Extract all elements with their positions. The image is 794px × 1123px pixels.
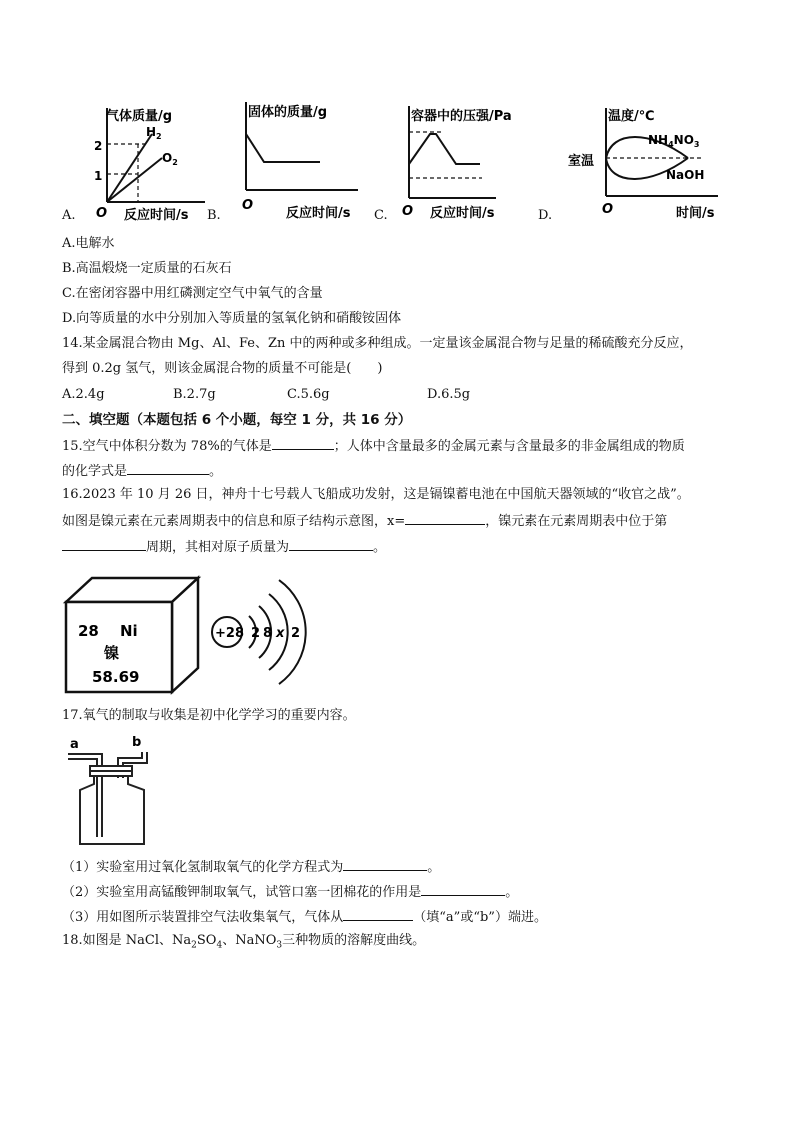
tick-2: 2 xyxy=(94,139,103,153)
q17-sub3 xyxy=(62,906,547,928)
q17-sub2 xyxy=(62,881,518,903)
q14-line2: 得到 0.2g 氢气，则该金属混合物的质量不可能是( ) xyxy=(62,361,383,376)
q13-option-b: B.高温煅烧一定质量的石灰石 xyxy=(62,261,232,276)
naoh-label: NaOH xyxy=(666,168,705,182)
ylabel-d: 温度/℃ xyxy=(608,109,655,124)
q15-text-d: 。 xyxy=(209,464,223,479)
shell-2: 8 xyxy=(263,626,273,641)
o2-line xyxy=(107,158,162,202)
q17-sub1-text: （1）实验室用过氧化氢制取氧气的化学方程式为 xyxy=(62,860,344,875)
q17-blank-2[interactable] xyxy=(421,881,505,896)
option-letter-b: B. xyxy=(207,208,221,223)
xlabel-a: 反应时间/s xyxy=(124,208,189,223)
ylabel-b: 固体的质量/g xyxy=(248,105,328,120)
atomic-number: 28 xyxy=(78,622,99,640)
label-o2: $O_2$ xyxy=(162,151,178,167)
q13-option-a: A.电解水 xyxy=(62,236,115,251)
q16-text-b: ，镍元素在元素周期表中位于第 xyxy=(485,514,668,529)
q18-text: 18.如图是 NaCl、$Na_2SO_4$、NaNO$_3$三种物质的溶解度曲线。 xyxy=(62,933,426,951)
q16-line2 xyxy=(62,510,667,532)
xlabel-d: 时间/s xyxy=(676,206,715,221)
shell-4: 2 xyxy=(291,626,301,641)
ylabel-c: 容器中的压强/Pa xyxy=(411,109,512,124)
q17-sub2-end: 。 xyxy=(505,885,519,900)
q17-sub2-text: （2）实验室用高锰酸钾制取氧气，试管口塞一团棉花的作用是 xyxy=(62,885,422,900)
q16-text-a: 如图是镍元素在元素周期表中的信息和原子结构示意图，x= xyxy=(62,514,406,529)
element-name: 镍 xyxy=(104,644,120,662)
q13-option-d: D.向等质量的水中分别加入等质量的氢氧化钠和硝酸铵固体 xyxy=(62,311,402,326)
xlabel-b: 反应时间/s xyxy=(286,206,351,221)
nh4no3-label: $NH_4NO_3$ xyxy=(648,133,700,149)
q17-sub3-end: （填“a”或“b”）端进。 xyxy=(413,910,547,925)
origin-d: O xyxy=(602,202,614,217)
atom-structure-diagram xyxy=(205,570,325,698)
q16-blank-mass[interactable] xyxy=(289,536,373,551)
graph-b xyxy=(230,96,370,224)
shell-3: x xyxy=(276,626,285,641)
option-letter-c: C. xyxy=(374,208,388,223)
q17-sub1-end: 。 xyxy=(427,860,441,875)
q17-blank-1[interactable] xyxy=(343,856,427,871)
graph-a xyxy=(80,100,210,225)
q16-blank-period[interactable] xyxy=(62,536,146,551)
q17-sub3-text: （3）用如图所示装置排空气法收集氧气，气体从 xyxy=(62,910,344,925)
q16-line3 xyxy=(62,536,386,558)
nucleus-charge: +28 xyxy=(215,626,244,641)
q16-line1: 16.2023 年 10 月 26 日，神舟十七号载人飞船成功发射，这是镉镍蓄电池在中国航天器领域的“收官之战”。 xyxy=(62,487,690,502)
room-temp-label: 室温 xyxy=(568,154,595,169)
q15-text-b: ；人体中含量最多的金属元素与含量最多的非金属组成的物质 xyxy=(333,439,685,454)
option-letter-a: A. xyxy=(62,208,76,223)
q17-blank-3[interactable] xyxy=(343,906,413,921)
q16-blank-x[interactable] xyxy=(405,510,485,525)
origin-a: O xyxy=(96,206,108,221)
xlabel-c: 反应时间/s xyxy=(430,206,495,221)
q15-line2 xyxy=(62,460,222,482)
q15-text-a: 15.空气中体积分数为 78%的气体是 xyxy=(62,439,272,454)
q15-text-c: 的化学式是 xyxy=(62,464,128,479)
q16-text-d: 。 xyxy=(373,540,387,555)
q14-option-d: D.6.5g xyxy=(427,387,471,402)
ylabel-a: 气体质量/g xyxy=(106,109,173,124)
q14-option-a: A.2.4g xyxy=(62,387,105,402)
mass-curve xyxy=(246,134,320,162)
element-cell xyxy=(62,574,202,696)
tube-label-a: a xyxy=(70,737,79,752)
atomic-mass: 58.69 xyxy=(92,668,140,686)
tick-1: 1 xyxy=(94,169,103,183)
q15-blank-2[interactable] xyxy=(127,460,209,475)
q13-option-c: C.在密闭容器中用红磷测定空气中氧气的含量 xyxy=(62,286,323,301)
option-letter-d: D. xyxy=(538,208,553,223)
origin-c: O xyxy=(402,204,414,219)
graph-c xyxy=(396,100,536,224)
q14-option-c: C.5.6g xyxy=(287,387,330,402)
graph-d xyxy=(560,100,730,224)
q15-line1 xyxy=(62,435,685,457)
pressure-curve xyxy=(409,134,480,164)
q14-option-b: B.2.7g xyxy=(173,387,216,402)
q14-line1: 14.某金属混合物由 Mg、Al、Fe、Zn 中的两种或多种组成。一定量该金属混合物与足量的稀硫酸充分反应， xyxy=(62,336,693,351)
shell-1: 2 xyxy=(251,626,261,641)
element-symbol: Ni xyxy=(120,622,138,640)
q17-sub1 xyxy=(62,856,440,878)
label-h2: $H_2$ xyxy=(146,125,162,141)
origin-b: O xyxy=(242,198,254,213)
tube-label-b: b xyxy=(132,735,142,750)
q15-blank-1[interactable] xyxy=(272,435,334,450)
q16-text-c: 周期，其相对原子质量为 xyxy=(146,540,290,555)
section-2-heading: 二、填空题（本题包括 6 个小题，每空 1 分，共 16 分） xyxy=(62,412,412,428)
gas-bottle-apparatus xyxy=(62,732,162,850)
q17-intro: 17.氧气的制取与收集是初中化学学习的重要内容。 xyxy=(62,708,356,723)
